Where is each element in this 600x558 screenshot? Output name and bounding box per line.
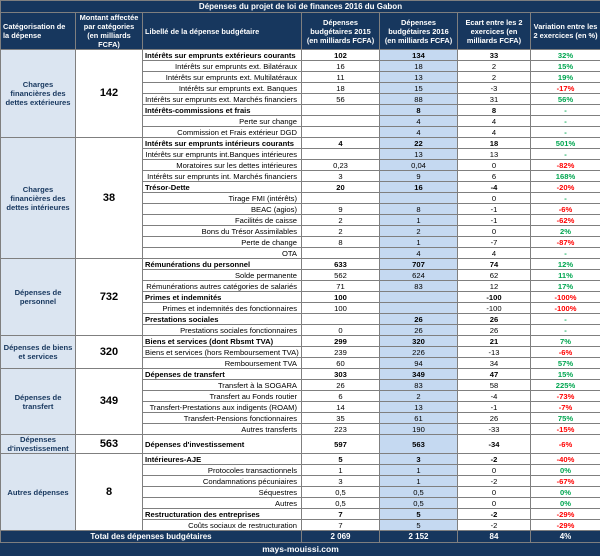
value-2015: 6: [302, 391, 380, 402]
table-row: [1, 138, 600, 149]
value-2016: 1: [380, 215, 458, 226]
value-2016: 190: [380, 424, 458, 435]
value-ecart: -100: [458, 292, 531, 303]
value-variation: -40%: [531, 454, 600, 465]
value-ecart: 12: [458, 281, 531, 292]
value-2016: 226: [380, 347, 458, 358]
line-label: Perte sur change: [143, 116, 302, 127]
line-label: Transfert au Fonds routier: [143, 391, 302, 402]
value-variation: -: [531, 127, 600, 138]
total-value-c: 84: [458, 531, 531, 543]
source-row: [1, 543, 600, 556]
value-2015: [302, 248, 380, 259]
value-2015: 0,5: [302, 498, 380, 509]
line-label: BEAC (agios): [143, 204, 302, 215]
value-2015: 5: [302, 454, 380, 465]
line-label: Intérêts sur emprunts ext. Banques: [143, 83, 302, 94]
value-ecart: -4: [458, 391, 531, 402]
value-2016: 94: [380, 358, 458, 369]
value-variation: 56%: [531, 94, 600, 105]
value-2015: 100: [302, 292, 380, 303]
line-label: Intérêts sur emprunts ext. Marchés financiers: [143, 94, 302, 105]
category-amount: 732: [76, 259, 143, 336]
value-ecart: -3: [458, 83, 531, 94]
value-variation: -: [531, 314, 600, 325]
value-2016: 2: [380, 391, 458, 402]
line-label: Dépenses d'investissement: [143, 435, 302, 454]
line-label: Transfert à la SOGARA: [143, 380, 302, 391]
value-ecart: 26: [458, 325, 531, 336]
line-label: Moratoires sur les dettes intérieures: [143, 160, 302, 171]
value-2015: 14: [302, 402, 380, 413]
value-2016: 0,5: [380, 487, 458, 498]
line-label: Rémunérations du personnel: [143, 259, 302, 270]
value-2015: 3: [302, 476, 380, 487]
value-2016: 1: [380, 476, 458, 487]
value-variation: 57%: [531, 358, 600, 369]
value-ecart: 33: [458, 50, 531, 61]
category-amount: 142: [76, 50, 143, 138]
value-2015: [302, 149, 380, 160]
value-2015: 18: [302, 83, 380, 94]
value-2015: [302, 193, 380, 204]
table-row: [1, 369, 600, 380]
value-2015: 20: [302, 182, 380, 193]
value-ecart: 2: [458, 61, 531, 72]
value-2016: 16: [380, 182, 458, 193]
value-variation: 75%: [531, 413, 600, 424]
category-amount: 349: [76, 369, 143, 435]
site-credit: mays-mouissi.com: [1, 543, 600, 556]
value-variation: -29%: [531, 509, 600, 520]
category-amount: 563: [76, 435, 143, 454]
value-ecart: 4: [458, 127, 531, 138]
line-label: Primes et indemnités des fonctionnaires: [143, 303, 302, 314]
value-2016: 2: [380, 226, 458, 237]
value-2016: 61: [380, 413, 458, 424]
value-2015: [302, 105, 380, 116]
value-ecart: -7: [458, 237, 531, 248]
value-ecart: 4: [458, 248, 531, 259]
value-variation: -: [531, 105, 600, 116]
value-ecart: 31: [458, 94, 531, 105]
line-label: Intérêts sur emprunts ext. Bilatéraux: [143, 61, 302, 72]
value-variation: -: [531, 116, 600, 127]
value-2015: 7: [302, 520, 380, 531]
value-ecart: 0: [458, 465, 531, 476]
value-variation: 501%: [531, 138, 600, 149]
value-2015: 56: [302, 94, 380, 105]
value-2016: 83: [380, 380, 458, 391]
value-ecart: 0: [458, 487, 531, 498]
value-ecart: 62: [458, 270, 531, 281]
value-2015: 35: [302, 413, 380, 424]
total-value-a: 2 069: [302, 531, 380, 543]
value-ecart: 2: [458, 72, 531, 83]
value-2015: 0,5: [302, 487, 380, 498]
value-variation: -: [531, 248, 600, 259]
value-variation: -6%: [531, 204, 600, 215]
value-ecart: -2: [458, 509, 531, 520]
value-ecart: 58: [458, 380, 531, 391]
value-ecart: 26: [458, 314, 531, 325]
line-label: Prestations sociales: [143, 314, 302, 325]
value-variation: 11%: [531, 270, 600, 281]
value-variation: -29%: [531, 520, 600, 531]
line-label: Coûts sociaux de restructuration: [143, 520, 302, 531]
table-row: [1, 259, 600, 270]
value-variation: 2%: [531, 226, 600, 237]
category-cell: Dépenses de personnel: [1, 259, 76, 336]
value-2015: 8: [302, 237, 380, 248]
value-2015: 60: [302, 358, 380, 369]
value-2016: 5: [380, 509, 458, 520]
value-2015: 9: [302, 204, 380, 215]
value-ecart: -2: [458, 520, 531, 531]
value-2015: 3: [302, 171, 380, 182]
value-2016: 4: [380, 116, 458, 127]
value-ecart: 13: [458, 149, 531, 160]
value-2015: 26: [302, 380, 380, 391]
value-2016: 707: [380, 259, 458, 270]
value-variation: 168%: [531, 171, 600, 182]
value-2015: [302, 127, 380, 138]
value-variation: 0%: [531, 498, 600, 509]
total-label: Total des dépenses budgétaires: [1, 531, 302, 543]
category-cell: Charges financières des dettes intérieures: [1, 138, 76, 259]
line-label: Restructuration des entreprises: [143, 509, 302, 520]
value-ecart: 26: [458, 413, 531, 424]
value-variation: -87%: [531, 237, 600, 248]
category-amount: 38: [76, 138, 143, 259]
value-variation: -67%: [531, 476, 600, 487]
line-label: Séquestres: [143, 487, 302, 498]
value-2016: 3: [380, 454, 458, 465]
total-value-b: 2 152: [380, 531, 458, 543]
value-ecart: -1: [458, 402, 531, 413]
value-ecart: -2: [458, 476, 531, 487]
value-2016: 563: [380, 435, 458, 454]
header-2016: Dépenses budgétaires 2016 (en milliards FCFA): [380, 13, 458, 50]
value-ecart: 21: [458, 336, 531, 347]
value-ecart: 18: [458, 138, 531, 149]
line-label: Tirage FMI (intérêts): [143, 193, 302, 204]
value-ecart: -1: [458, 215, 531, 226]
table-row: [1, 50, 600, 61]
line-label: Intérêts sur emprunts int. Marchés financiers: [143, 171, 302, 182]
value-2015: 597: [302, 435, 380, 454]
value-2015: 102: [302, 50, 380, 61]
value-ecart: 8: [458, 105, 531, 116]
line-label: Intérêts sur emprunts extérieurs courants: [143, 50, 302, 61]
category-cell: Charges financières des dettes extérieures: [1, 50, 76, 138]
header-variation: Variation entre les 2 exercices (en %): [531, 13, 600, 50]
line-label: Biens et services (hors Remboursement TVA): [143, 347, 302, 358]
line-label: Solde permanente: [143, 270, 302, 281]
value-variation: -100%: [531, 303, 600, 314]
value-variation: -: [531, 325, 600, 336]
value-ecart: 74: [458, 259, 531, 270]
table-row: [1, 336, 600, 347]
value-2016: 9: [380, 171, 458, 182]
value-variation: 7%: [531, 336, 600, 347]
line-label: Primes et indemnités: [143, 292, 302, 303]
value-ecart: -100: [458, 303, 531, 314]
value-2016: 0,5: [380, 498, 458, 509]
value-2015: 562: [302, 270, 380, 281]
header-libelle: Libellé de la dépense budgétaire: [143, 13, 302, 50]
header-montant: Montant affectée par catégories (en milliards FCFA): [76, 13, 143, 50]
value-variation: -100%: [531, 292, 600, 303]
value-2016: [380, 303, 458, 314]
value-2016: [380, 292, 458, 303]
total-row: [1, 531, 600, 543]
value-2016: 15: [380, 83, 458, 94]
value-2016: 13: [380, 149, 458, 160]
value-ecart: -2: [458, 454, 531, 465]
value-ecart: 34: [458, 358, 531, 369]
value-variation: -17%: [531, 83, 600, 94]
value-2016: 26: [380, 325, 458, 336]
line-label: Trésor-Dette: [143, 182, 302, 193]
value-2016: 88: [380, 94, 458, 105]
value-variation: -: [531, 149, 600, 160]
value-ecart: -1: [458, 204, 531, 215]
value-2016: [380, 193, 458, 204]
value-ecart: 0: [458, 193, 531, 204]
category-cell: Autres dépenses: [1, 454, 76, 531]
value-2015: 7: [302, 509, 380, 520]
value-2016: 349: [380, 369, 458, 380]
value-2015: 4: [302, 138, 380, 149]
value-2015: 299: [302, 336, 380, 347]
value-2016: 624: [380, 270, 458, 281]
value-2015: 1: [302, 465, 380, 476]
table-title: Dépenses du projet de loi de finances 2016 du Gabon: [1, 1, 600, 13]
value-variation: -73%: [531, 391, 600, 402]
value-variation: 17%: [531, 281, 600, 292]
line-label: Perte de change: [143, 237, 302, 248]
value-variation: -62%: [531, 215, 600, 226]
line-label: Protocoles transactionnels: [143, 465, 302, 476]
value-ecart: 0: [458, 160, 531, 171]
category-amount: 8: [76, 454, 143, 531]
value-2016: 4: [380, 248, 458, 259]
value-2015: 0: [302, 325, 380, 336]
value-ecart: 0: [458, 226, 531, 237]
line-label: Intérêts-commissions et frais: [143, 105, 302, 116]
line-label: Biens et services (dont Rbsmt TVA): [143, 336, 302, 347]
value-ecart: 0: [458, 498, 531, 509]
value-2016: 18: [380, 61, 458, 72]
header-categorisation: Catégorisation de la dépense: [1, 13, 76, 50]
value-2016: 8: [380, 105, 458, 116]
value-ecart: -33: [458, 424, 531, 435]
value-2016: 83: [380, 281, 458, 292]
value-2015: 2: [302, 226, 380, 237]
value-2015: 16: [302, 61, 380, 72]
value-2016: 22: [380, 138, 458, 149]
value-ecart: 47: [458, 369, 531, 380]
value-2016: 26: [380, 314, 458, 325]
line-label: Transfert-Pensions fonctionnaires: [143, 413, 302, 424]
line-label: Rémunérations autres catégories de salariés: [143, 281, 302, 292]
value-variation: 15%: [531, 61, 600, 72]
header-2015: Dépenses budgétaires 2015 (en milliards FCFA): [302, 13, 380, 50]
value-2015: 223: [302, 424, 380, 435]
value-2016: 1: [380, 465, 458, 476]
line-label: Facilités de caisse: [143, 215, 302, 226]
value-variation: -20%: [531, 182, 600, 193]
value-2015: 100: [302, 303, 380, 314]
value-variation: -6%: [531, 435, 600, 454]
category-cell: Dépenses de biens et services: [1, 336, 76, 369]
line-label: Remboursement TVA: [143, 358, 302, 369]
value-2015: 633: [302, 259, 380, 270]
value-2015: 303: [302, 369, 380, 380]
value-ecart: -34: [458, 435, 531, 454]
value-ecart: 4: [458, 116, 531, 127]
line-label: Bons du Trésor Assimilables: [143, 226, 302, 237]
value-variation: 15%: [531, 369, 600, 380]
value-variation: 12%: [531, 259, 600, 270]
line-label: Condamnations pécuniaires: [143, 476, 302, 487]
line-label: Commission et Frais extérieur DGD: [143, 127, 302, 138]
value-ecart: 6: [458, 171, 531, 182]
value-ecart: -13: [458, 347, 531, 358]
line-label: Intérêts sur emprunts ext. Multilatéraux: [143, 72, 302, 83]
category-cell: Dépenses de transfert: [1, 369, 76, 435]
value-2016: 4: [380, 127, 458, 138]
value-variation: -15%: [531, 424, 600, 435]
value-2016: 134: [380, 50, 458, 61]
line-label: Transfert-Prestations aux indigents (ROAM): [143, 402, 302, 413]
value-2016: 8: [380, 204, 458, 215]
category-cell: Dépenses d'investissement: [1, 435, 76, 454]
value-variation: -6%: [531, 347, 600, 358]
value-2016: 13: [380, 402, 458, 413]
line-label: Autres: [143, 498, 302, 509]
value-variation: -7%: [531, 402, 600, 413]
value-2016: 0,04: [380, 160, 458, 171]
value-2015: [302, 116, 380, 127]
value-2016: 5: [380, 520, 458, 531]
line-label: Prestations sociales fonctionnaires: [143, 325, 302, 336]
value-ecart: -4: [458, 182, 531, 193]
value-variation: 225%: [531, 380, 600, 391]
value-2016: 13: [380, 72, 458, 83]
value-2016: 320: [380, 336, 458, 347]
table-row: [1, 454, 600, 465]
value-variation: -: [531, 193, 600, 204]
value-variation: 32%: [531, 50, 600, 61]
table-row: [1, 435, 600, 454]
line-label: Intérêts sur emprunts int.Banques intérieures: [143, 149, 302, 160]
value-2016: 1: [380, 237, 458, 248]
value-2015: 71: [302, 281, 380, 292]
line-label: Intérieures-AJE: [143, 454, 302, 465]
header-ecart: Ecart entre les 2 exercices (en milliards FCFA): [458, 13, 531, 50]
value-variation: 0%: [531, 487, 600, 498]
value-2015: 11: [302, 72, 380, 83]
value-2015: [302, 314, 380, 325]
value-variation: 0%: [531, 465, 600, 476]
line-label: Autres transferts: [143, 424, 302, 435]
line-label: OTA: [143, 248, 302, 259]
line-label: Dépenses de transfert: [143, 369, 302, 380]
value-variation: 19%: [531, 72, 600, 83]
value-2015: 239: [302, 347, 380, 358]
line-label: Intérêts sur emprunts intérieurs courants: [143, 138, 302, 149]
category-amount: 320: [76, 336, 143, 369]
total-value-v: 4%: [531, 531, 600, 543]
value-variation: -82%: [531, 160, 600, 171]
value-2015: 2: [302, 215, 380, 226]
value-2015: 0,23: [302, 160, 380, 171]
